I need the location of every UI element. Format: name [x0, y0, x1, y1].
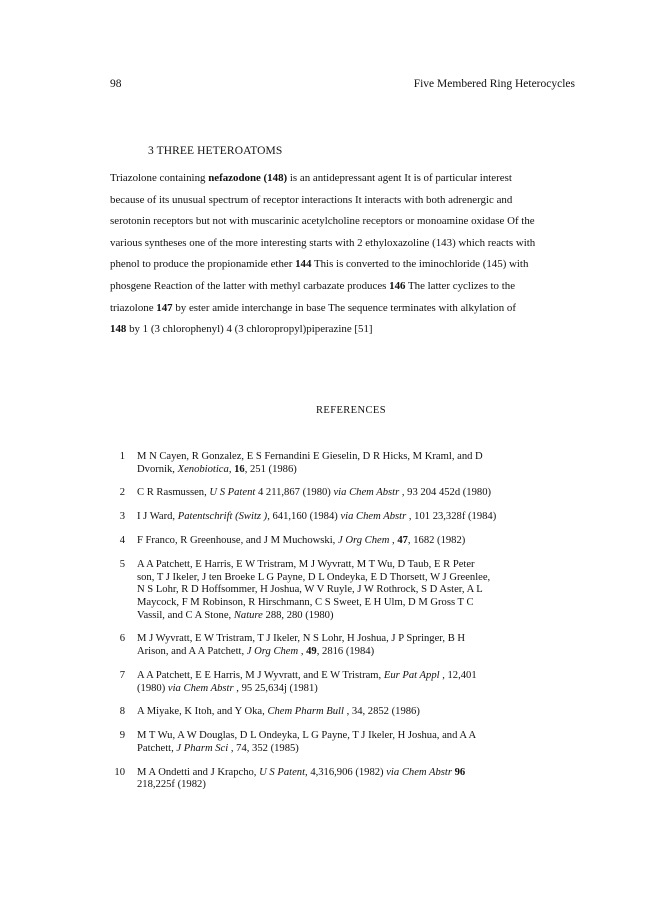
journal-title: Patentschrift (Switz ) [177, 511, 268, 523]
reference-item: 5 A A Patchett, E Harris, E W Tristram, M J Wyvratt, M T Wu, D Taub, E R Peter son, T J Ikeler, J ten Broeke L G Payne, D L Ondeyka, E D Thorsett, W J Greenlee, N S Lohr, R D Hoffsommer, H Joshua, W V Ruyle, J W Rothrock, S D Aster, A L Maycock, F M Robinson, R Hirschmann, C S Sweet, E H Ulm, D M Gross T C Vassil, and C A Stone, Nature 288, 280 (1980) [111, 559, 591, 622]
reference-number: 5 [119, 559, 125, 571]
reference-item: 1 M N Cayen, R Gonzalez, E S Fernandini E Gieselin, D R Hicks, M Kraml, and D Dvornik, Xenobiotica, 16, 251 (1986) [111, 451, 591, 476]
reference-item: 7 A A Patchett, E E Harris, M J Wyvratt, and E W Tristram, Eur Pat Appl , 12,401 (1980) via Chem Abstr , 95 25,634j (1981) [111, 670, 591, 695]
journal-title: Chem Pharm Bull [267, 706, 344, 718]
paragraph-line: serotonin receptors but not with muscarinic acetylcholine receptors or monoamine oxidase Of the [110, 215, 535, 228]
abstract-source: via Chem Abstr [386, 766, 452, 778]
paragraph-line: 148 by 1 (3 chlorophenyl) 4 (3 chloropropyl)piperazine [51] [110, 323, 373, 336]
reference-item: 4 F Franco, R Greenhouse, and J M Muchowski, J Org Chem , 47, 1682 (1982) [111, 535, 591, 548]
paragraph-line: various syntheses one of the more interesting starts with 2 ethyloxazoline (143) which reacts with [110, 236, 536, 249]
paragraph-line: triazolone 147 by ester amide interchange in base The sequence terminates with alkylation of [110, 301, 516, 314]
reference-list [111, 451, 591, 803]
body-paragraph [110, 168, 580, 341]
page-number: 98 [110, 78, 122, 90]
reference-number: 9 [119, 730, 125, 742]
abstract-source: via Chem Abstr [167, 682, 234, 694]
journal-title: J Pharm Sci [176, 742, 229, 754]
reference-number: 8 [119, 706, 125, 718]
section-heading: 3 THREE HETEROATOMS [148, 145, 283, 157]
running-head: Five Membered Ring Heterocycles [413, 78, 575, 90]
references-heading: REFERENCES [316, 405, 386, 416]
reference-number: 6 [119, 633, 125, 645]
paragraph-line: phosgene Reaction of the latter with methyl carbazate produces 146 The latter cyclizes to the [110, 279, 516, 292]
abstract-source: via Chem Abstr [340, 511, 407, 523]
compound-number: 147 [156, 301, 173, 314]
compound-number: 148 [110, 323, 127, 336]
journal-title: J Org Chem [337, 535, 390, 547]
abstract-source: via Chem Abstr [333, 487, 400, 499]
compound-number: 146 [389, 279, 406, 292]
reference-item: 6 M J Wyvratt, E W Tristram, T J Ikeler, N S Lohr, H Joshua, J P Springer, B H Arison, and A A Patchett, J Org Chem , 49, 2816 (1984) [111, 633, 591, 658]
volume-number: 47 [397, 535, 408, 547]
reference-number: 4 [119, 535, 125, 547]
paragraph-line: phenol to produce the propionamide ether 144 This is converted to the iminochloride (145) with [110, 258, 529, 271]
reference-number: 10 [114, 766, 125, 778]
journal-title: Eur Pat Appl [383, 669, 440, 681]
reference-item: 10 M A Ondetti and J Krapcho, U S Patent, 4,316,906 (1982) via Chem Abstr 96 218,225f (1982) [111, 767, 591, 792]
reference-item: 9 M T Wu, A W Douglas, D L Ondeyka, L G Payne, T J Ikeler, H Joshua, and A A Patchett, J Pharm Sci , 74, 352 (1985) [111, 730, 591, 755]
volume-number: 49 [306, 646, 317, 658]
compound-number: 144 [295, 258, 312, 271]
journal-title: U S Patent [209, 487, 256, 499]
reference-number: 7 [119, 669, 125, 681]
reference-number: 3 [119, 511, 125, 523]
journal-title: Nature [233, 609, 263, 621]
volume-number: 16 [234, 463, 245, 475]
journal-title: U S Patent [259, 766, 306, 778]
paragraph-line: Triazolone containing nefazodone (148) is an antidepressant agent It is of particular interest [110, 172, 512, 184]
paragraph-line: because of its unusual spectrum of receptor interactions It interacts with both adrenergic and [110, 193, 513, 206]
reference-number: 1 [119, 451, 125, 462]
reference-item: 3 I J Ward, Patentschrift (Switz ), 641,160 (1984) via Chem Abstr , 101 23,328f (1984) [111, 511, 591, 524]
journal-title: J Org Chem [246, 646, 299, 658]
reference-item: 8 A Miyake, K Itoh, and Y Oka, Chem Pharm Bull , 34, 2852 (1986) [111, 706, 591, 719]
journal-title: Xenobiotica [177, 463, 229, 475]
reference-item: 2 C R Rasmussen, U S Patent 4 211,867 (1980) via Chem Abstr , 93 204 452d (1980) [111, 487, 591, 500]
volume-number: 96 [451, 766, 466, 778]
compound-name: nefazodone (148) [208, 172, 288, 184]
reference-number: 2 [119, 487, 125, 499]
